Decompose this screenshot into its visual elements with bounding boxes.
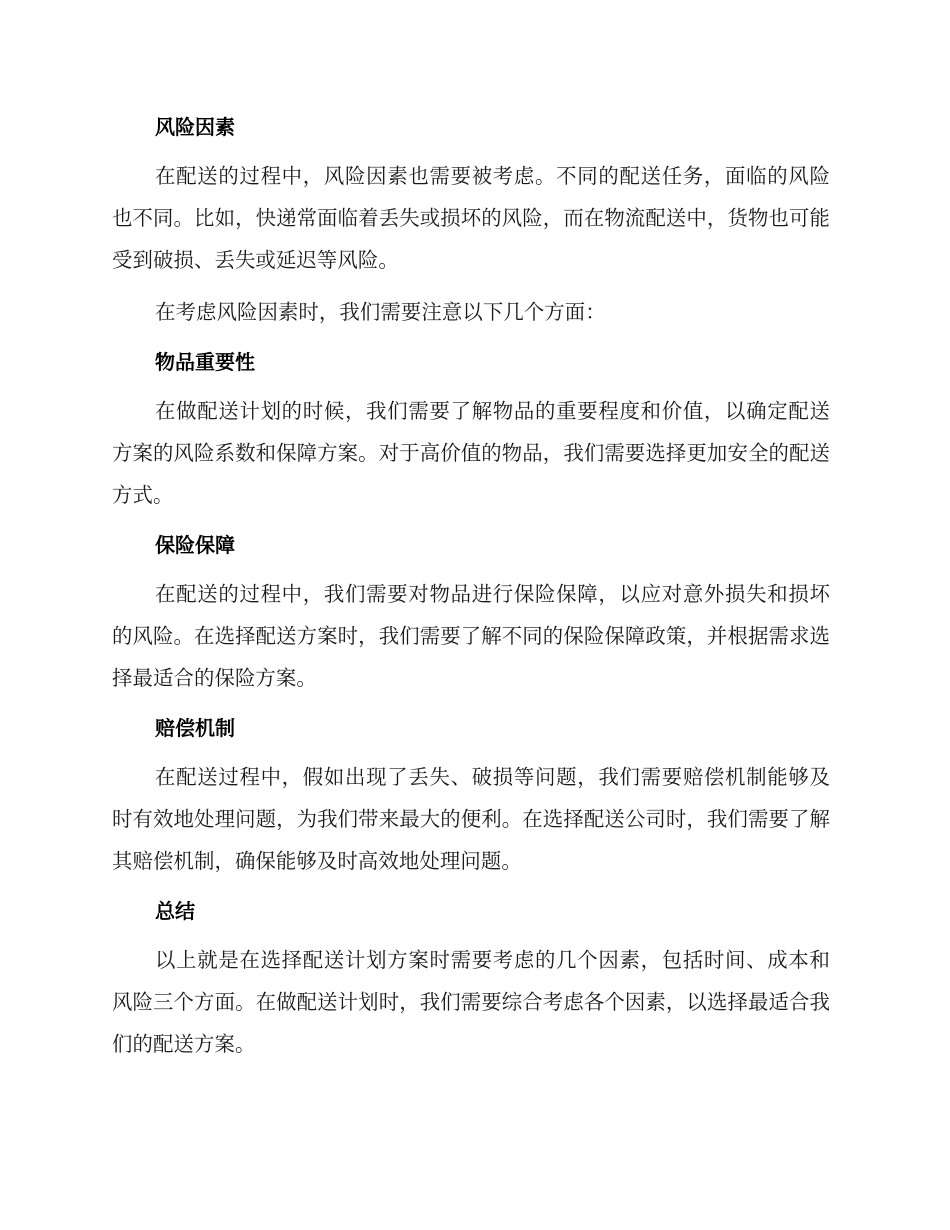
paragraph-risk-factors-intro: 在配送的过程中，风险因素也需要被考虑。不同的配送任务，面临的风险也不同。比如，快递常面临着丢失或损坏的风险，而在物流配送中，货物也可能受到破损、丢失或延迟等风险。	[112, 164, 830, 272]
section-heading-insurance: 保险保障	[155, 533, 235, 557]
paragraph-insurance: 在配送的过程中，我们需要对物品进行保险保障，以应对意外损失和损坏的风险。在选择配送方案时，我们需要了解不同的保险保障政策，并根据需求选择最适合的保险方案。	[112, 582, 830, 690]
section-heading-risk-factors: 风险因素	[155, 115, 235, 139]
section-heading-compensation: 赔偿机制	[155, 716, 235, 740]
paragraph-compensation: 在配送过程中，假如出现了丢失、破损等问题，我们需要赔偿机制能够及时有效地处理问题，为我们带来最大的便利。在选择配送公司时，我们需要了解其赔偿机制，确保能够及时高效地处理问题。	[112, 765, 830, 873]
paragraph-item-importance: 在做配送计划的时候，我们需要了解物品的重要程度和价值，以确定配送方案的风险系数和保障方案。对于高价值的物品，我们需要选择更加安全的配送方式。	[112, 399, 830, 507]
paragraph-summary: 以上就是在选择配送计划方案时需要考虑的几个因素，包括时间、成本和风险三个方面。在做配送计划时，我们需要综合考虑各个因素，以选择最适合我们的配送方案。	[112, 948, 830, 1056]
paragraph-risk-factors-aspects: 在考虑风险因素时，我们需要注意以下几个方面：	[155, 300, 606, 324]
section-heading-item-importance: 物品重要性	[155, 350, 255, 374]
section-heading-summary: 总结	[155, 899, 195, 923]
document-body	[112, 108, 830, 1075]
